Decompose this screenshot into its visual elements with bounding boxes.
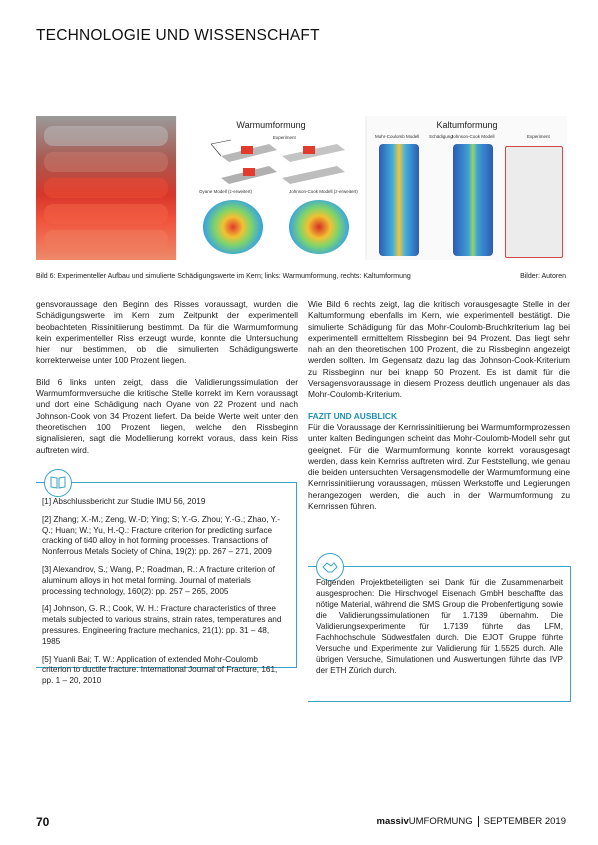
- page-number: 70: [36, 815, 50, 829]
- brand-massiv: massiv: [376, 816, 409, 828]
- reference-item: [3] Alexandrov, S.; Wang, P.; Roadman, R.: A fracture criterion of aluminum alloys in hot metal forming. Journal of materials processing technology, 160(2): pp. 257 – 265, 2005: [42, 564, 275, 596]
- forging-photo: [36, 116, 176, 260]
- kaltumformung-panel: [367, 116, 567, 260]
- reference-item: [5] Yuanli Bai; T. W.: Application of extended Mohr-Coulomb criterion to ductile fracture. International Journal of Fracture, 161, pp. 1 – 20, 2010: [42, 654, 278, 686]
- figure-bild-6: [36, 116, 567, 260]
- divider: [478, 816, 479, 827]
- reference-item: [1] Abschlussbericht zur Studie IMU 56, 2019: [42, 497, 206, 506]
- masthead: [377, 816, 566, 827]
- acknowledgement-text: Folgenden Projektbeteiligten sei Dank für die Zusammenarbeit ausgesprochen: Die Hirschvogel Eisenach GmbH beschaffte das nötige Material, während die SMS Group die Probenfertigung sowie die Validierungssimulationen für 1.7139 übernahm. Die Validierungsexperimente für 1.7139 führte das LFM, Fachhochschule Südwestfalen durch. Die EJOT Gruppe führte Versuche und Experimente zur Validierung für 1.5525 durch. Alle übrigen Versuche, Simulationen und Auswertungen führte das IVP der ETH Zürich durch.: [316, 578, 563, 675]
- paragraph: Wie Bild 6 rechts zeigt, lag die kritisch vorausgesagte Stelle in der Kaltumformung ebenfalls im Kern, wie experimentell bestätigt. Die simulierte Schädigung für das Mohr-Coulomb-Bruchkriterium lag bei experimentell ermitteltem Rissbeginn bei 94 Prozent. Das liegt sehr nah an den theoretischen 100 Prozent, die zu Rissbeginn angezeigt werden sollten. Im Gegensatz dazu lag das Johnson-Cook-Kriterium zu Rissbeginn nur bei knapp 50 Prozent. Es ist damit für die Versagensvoraussage in diesem Prozess deutlich ungenauer als das Mohr-Coulomb-Kriterium.: [308, 299, 570, 400]
- reference-list: [42, 497, 288, 694]
- oyane-sim-image: [203, 200, 263, 254]
- paragraph: gensvoraussage den Beginn des Risses voraussagt, wurden die Schädigungswerte im Kern zum Zeitpunkt der experimentell beobachteten Rissinitiierung bestimmt. Da für die Warmumformung kein experimenteller Riss erzeugt wurde, konnte die Untersuchung hier nur bestimmen, ob die simulierten Schädigungswerte korrekterweise unter 100 Prozent liegen.: [36, 299, 298, 366]
- kaltumformung-title: Kaltumformung: [436, 120, 498, 130]
- mohr-coulomb-sim-image: [379, 144, 419, 256]
- right-column: [308, 299, 570, 522]
- figure-caption: Bild 6: Experimenteller Aufbau und simulierte Schädigungswerte im Kern; links: Warmumformung, rechts: Kaltumformung: [36, 273, 411, 280]
- johnson-cook-label: Johnson-Cook Modell (z-erweitert): [289, 189, 358, 194]
- reference-item: [4] Johnson, G. R.; Cook, W. H.: Fracture characteristics of three metals subjected to various strains, strain rates, temperatures and pressures. Engineering fracture mechanics, 21(1): pp. 31 – 48, 1985: [42, 604, 282, 646]
- paragraph: Bild 6 links unten zeigt, dass die Validierungssimulation der Warmumformversuche die kritische Stelle korrekt im Kern voraussagt und dort eine Schädigung nach Oyane von 22 Prozent und nach Johnson-Cook von 34 Prozent liefert. Da beide Werte weit unter den theoretischen 100 Prozent liegen, welche den Rissbeginn signalisieren, sagt die Modellierung korrekt voraus, dass kein Riss auftreten wird.: [36, 376, 298, 455]
- johnson-cook-sim-image: [289, 200, 349, 254]
- oyane-label: Oyane Modell (z-erweitert): [199, 189, 253, 194]
- references-box: [36, 482, 297, 686]
- warmumformung-title: Warmumformung: [236, 120, 306, 130]
- brand-umformung: UMFORMUNG: [408, 816, 473, 828]
- experiment-crack-image: [505, 146, 563, 258]
- figure-credit: Bilder: Autoren: [520, 273, 566, 280]
- section-heading-fazit: FAZIT UND AUSBLICK: [308, 410, 398, 421]
- warmumformung-panel: [177, 116, 365, 260]
- experiment-right-label: Experiment: [527, 134, 550, 139]
- section-title: TECHNOLOGIE UND WISSENSCHAFT: [36, 27, 320, 44]
- reference-item: [2] Zhang; X.-M.; Zeng, W.-D; Ying; S; Y.-G. Zhou; Y.-G.; Zhao, Y.-Q.; Huan; W.; Yu, H.-Q.: Fracture criterion for predicting surface cracking of ti40 alloy in hot forming processes. Transactions of Nonferrous Metals Society of China, 19(2): pp. 267 – 271, 2009: [42, 514, 280, 557]
- schaedigung-label: Schädigung: [429, 134, 453, 139]
- paragraph: Für die Voraussage der Kernrissinitiierung bei Warmumformprozessen unter kalten Bedingungen scheint das Mohr-Coulomb-Modell sehr gut geeignet. Für die Warmumformung konnte korrekt vorausgesagt werden, dass kein Kernriss auftreten wird. Zur Feststellung, wie genau die beiden untersuchten Versagensmodelle der Warmumformung eine Kernrissinitiierung voraussagen, müssen Werkstoffe und Legierungen herangezogen werden, die auch in der Warmumformung zu Kernrissen führen.: [308, 421, 570, 512]
- issue-date: SEPTEMBER 2019: [483, 816, 566, 828]
- johnson-cook-right-sim-image: [453, 144, 493, 256]
- johnson-cook-right-label: Johnson-Cook Modell: [451, 134, 495, 139]
- experiment-label: Experiment: [273, 135, 296, 140]
- book-icon: [44, 469, 72, 497]
- acknowledgement-box: [308, 566, 571, 702]
- mohr-coulomb-label: Mohr-Coulomb Modell: [375, 134, 420, 139]
- left-column: [36, 299, 298, 466]
